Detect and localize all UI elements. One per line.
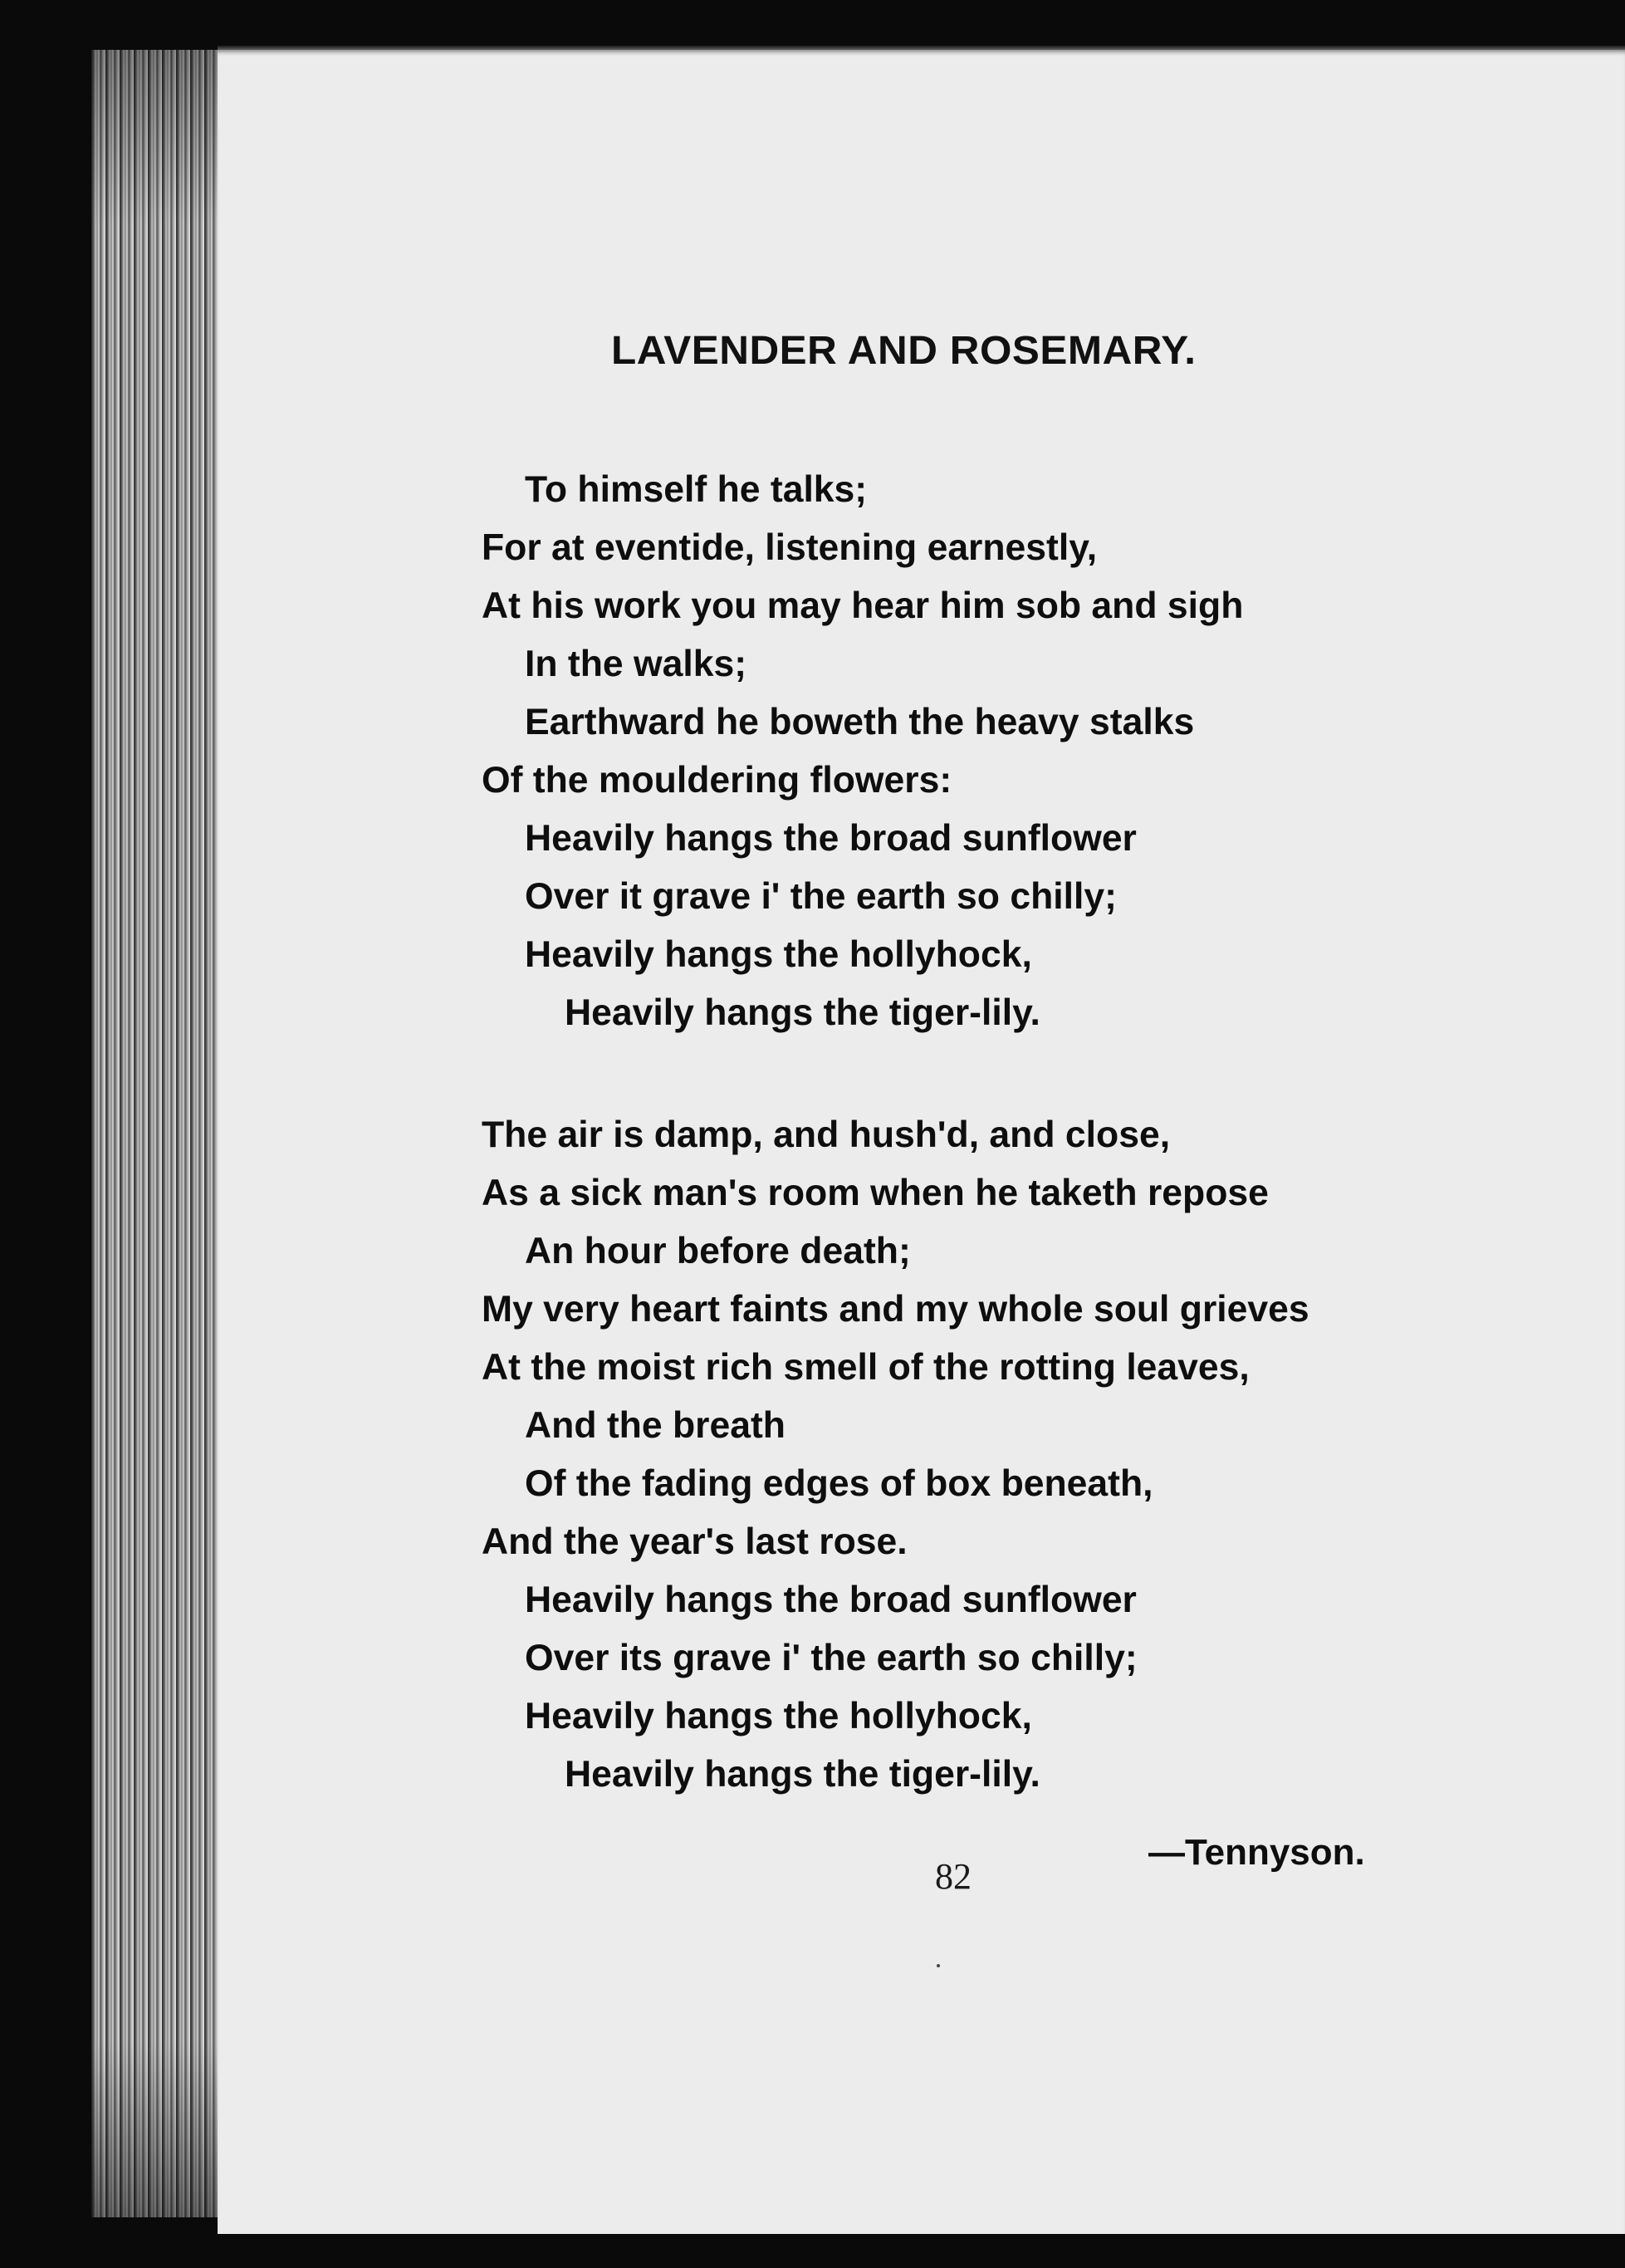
page-number: 82 [935,1856,972,1897]
paper-speck [937,1964,940,1967]
poem-line: At his work you may hear him sob and sigh [482,585,1244,626]
poem-line: An hour before death; [525,1231,911,1271]
poem-line: The air is damp, and hush'd, and close, [482,1114,1171,1155]
poem-title: LAVENDER AND ROSEMARY. [611,329,1197,373]
poem-line: Heavily hangs the hollyhock, [525,1696,1032,1737]
poem-line: Earthward he boweth the heavy stalks [525,702,1195,742]
poem-line: And the year's last rose. [482,1521,908,1562]
poem-line: My very heart faints and my whole soul grieves [482,1289,1309,1330]
poem-line: In the walks; [525,644,747,684]
poem-line: Heavily hangs the broad sunflower [525,1580,1137,1620]
poem-line: Heavily hangs the tiger-lily. [565,1754,1040,1795]
poem-line: Of the fading edges of box beneath, [525,1463,1153,1504]
poem-line: Heavily hangs the hollyhock, [525,934,1032,975]
poem-line: For at eventide, listening earnestly, [482,527,1098,568]
poem-line: To himself he talks; [525,469,868,510]
poem-line: As a sick man's room when he taketh repose [482,1173,1269,1213]
poem-attribution: —Tennyson. [1148,1832,1365,1873]
poem-line: Heavily hangs the broad sunflower [525,818,1137,859]
poem-line: Heavily hangs the tiger-lily. [565,992,1040,1033]
poem-line: Over it grave i' the earth so chilly; [525,876,1117,917]
book-spine-edge [91,50,224,2217]
poem-line: And the breath [525,1405,786,1446]
poem-line: Over its grave i' the earth so chilly; [525,1638,1138,1678]
poem-line: At the moist rich smell of the rotting leaves, [482,1347,1250,1388]
poem-line: Of the mouldering flowers: [482,760,952,801]
